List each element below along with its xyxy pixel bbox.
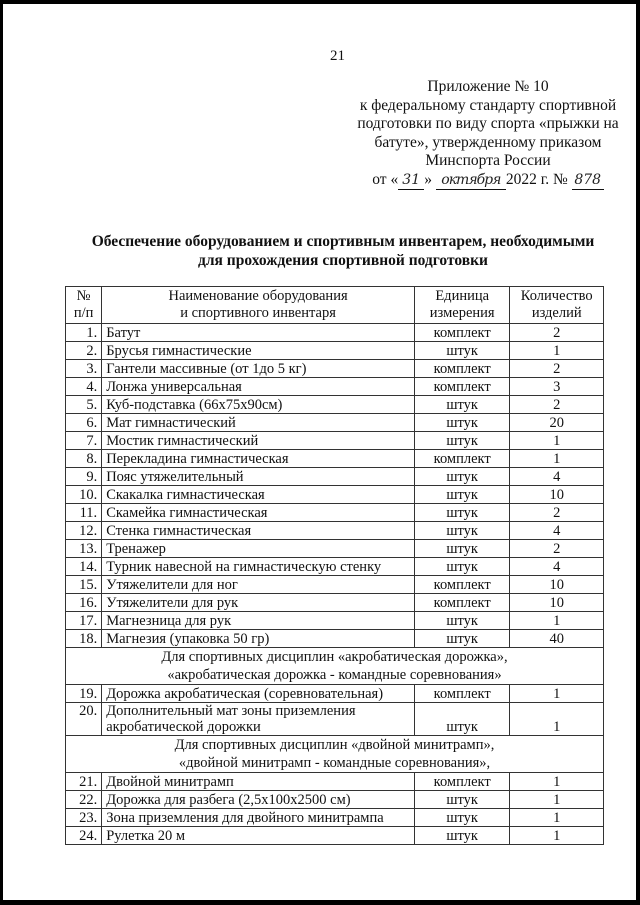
date-mid: » xyxy=(424,170,432,188)
table-row: 19. Дорожка акробатическая (соревновательная) комплект 1 xyxy=(66,685,604,703)
header-quantity: Количество изделий xyxy=(510,287,604,324)
title-line-2: для прохождения спортивной подготовки xyxy=(198,252,488,269)
section-header-row xyxy=(66,648,604,685)
appendix-line: к федеральному стандарту спортивной xyxy=(359,96,617,114)
table-row: 6. Мат гимнастический штук 20 xyxy=(66,414,604,432)
handwritten-day: 31 xyxy=(398,171,424,191)
appendix-line: батуте», утвержденному приказом xyxy=(374,133,602,151)
table-row: 4. Лонжа универсальная комплект 3 xyxy=(66,378,604,396)
table-row: 9. Пояс утяжелительный штук 4 xyxy=(66,468,604,486)
header-number: № п/п xyxy=(66,287,102,324)
document-page xyxy=(3,4,636,900)
handwritten-month: октября xyxy=(436,171,506,191)
section-acrobatic-track: Для спортивных дисциплин «акробатическая дорожка», «акробатическая дорожка - командные соревнования» xyxy=(66,648,604,685)
table-row: 12. Стенка гимнастическая штук 4 xyxy=(66,522,604,540)
date-prefix: от « xyxy=(372,170,399,188)
equipment-table xyxy=(65,286,604,845)
date-year: 2022 г. № xyxy=(505,170,568,188)
page-number: 21 xyxy=(330,48,345,64)
appendix-line: подготовки по виду спорта «прыжки на xyxy=(357,115,619,132)
appendix-line: Приложение № 10 xyxy=(427,78,549,95)
table-header-row xyxy=(66,287,604,324)
appendix-line: Минспорта России xyxy=(425,152,551,169)
table-row: 13. Тренажер штук 2 xyxy=(66,540,604,558)
table-row: 5. Куб-подставка (66x75x90см) штук 2 xyxy=(66,396,604,414)
table-row: 15. Утяжелители для ног комплект 10 xyxy=(66,576,604,594)
document-title xyxy=(63,232,623,270)
table-row: 2. Брусья гимнастические штук 1 xyxy=(66,342,604,360)
header-name: Наименование оборудования и спортивного инвентаря xyxy=(102,287,415,324)
table-row: 11. Скамейка гимнастическая штук 2 xyxy=(66,504,604,522)
title-line-1: Обеспечение оборудованием и спортивным инвентарем, необходимыми xyxy=(91,233,595,250)
table-row: 7. Мостик гимнастический штук 1 xyxy=(66,432,604,450)
table-row: 20. Дополнительный мат зоны приземления акробатической дорожки штук 1 xyxy=(66,703,604,736)
table-row: 14. Турник навесной на гимнастическую стенку штук 4 xyxy=(66,558,604,576)
table-row: 10. Скакалка гимнастическая штук 10 xyxy=(66,486,604,504)
table-row: 18. Магнезия (упаковка 50 гр) штук 40 xyxy=(66,630,604,648)
table-row: 8. Перекладина гимнастическая комплект 1 xyxy=(66,450,604,468)
table-row: 22. Дорожка для разбега (2,5x100x2500 см) штук 1 xyxy=(66,791,604,809)
order-date-line xyxy=(343,171,633,191)
table-row: 24. Рулетка 20 м штук 1 xyxy=(66,827,604,845)
handwritten-order-number: 878 xyxy=(572,171,604,191)
appendix-header xyxy=(343,78,633,190)
section-double-minitramp: Для спортивных дисциплин «двойной минитрамп», «двойной минитрамп - командные соревнования», xyxy=(66,736,604,773)
table-row: 21. Двойной минитрамп комплект 1 xyxy=(66,773,604,791)
section-header-row xyxy=(66,736,604,773)
table-row: 17. Магнезница для рук штук 1 xyxy=(66,612,604,630)
table-row: 3. Гантели массивные (от 1до 5 кг) комплект 2 xyxy=(66,360,604,378)
table-row: 1. Батут комплект 2 xyxy=(66,324,604,342)
table-row: 16. Утяжелители для рук комплект 10 xyxy=(66,594,604,612)
table-row: 23. Зона приземления для двойного минитрампа штук 1 xyxy=(66,809,604,827)
header-unit: Единица измерения xyxy=(414,287,510,324)
